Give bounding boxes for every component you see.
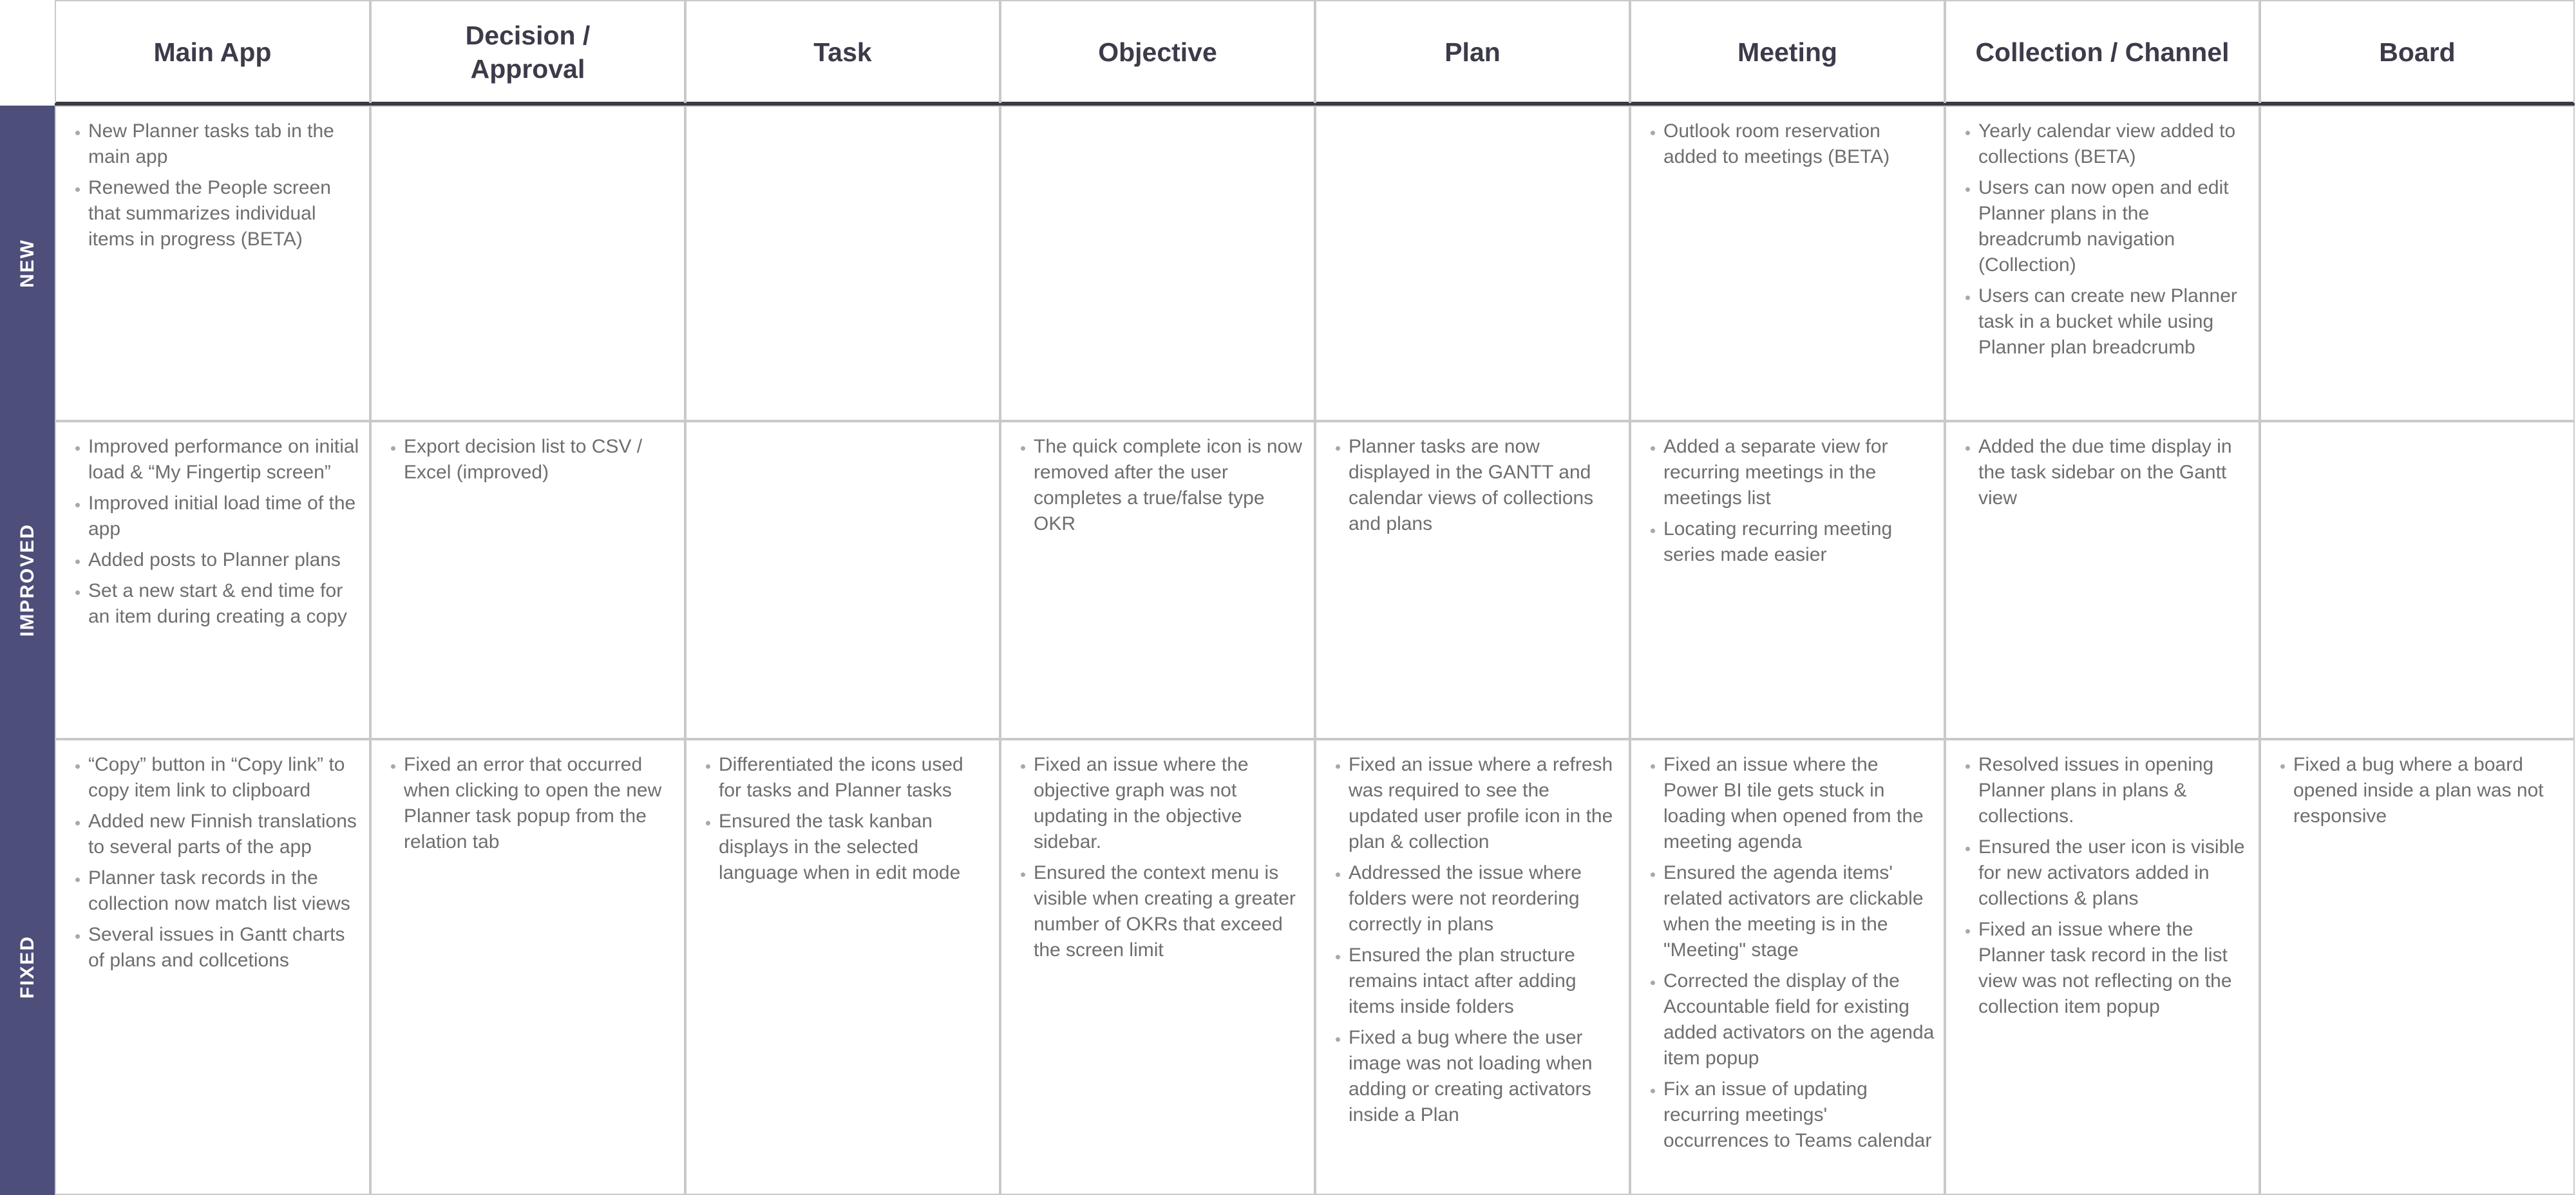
list-item: • New Planner tasks tab in the main app: [88, 118, 360, 170]
list-item: • Resolved issues in opening Planner plans in plans & collections.: [1978, 752, 2249, 829]
column-header-label: Task: [813, 37, 872, 67]
bullet-list: [1331, 752, 1620, 1128]
bullet-list: [70, 118, 360, 252]
bullet-list: [70, 752, 360, 974]
cell-fixed-board: [2260, 739, 2575, 1195]
cell-improved-objective: [1000, 421, 1315, 739]
list-item: • Yearly calendar view added to collections (BETA): [1978, 118, 2249, 170]
list-item: • Fix an issue of updating recurring meetings' occurrences to Teams calendar: [1663, 1077, 1935, 1154]
cell-improved-task: [685, 421, 1000, 739]
cell-new-main-app: [55, 106, 370, 421]
list-item: • Improved performance on initial load & “My Fingertip screen”: [88, 434, 360, 485]
column-header-label: Main App: [153, 37, 272, 67]
cell-new-meeting: [1630, 106, 1945, 421]
column-header-plan: [1315, 0, 1630, 103]
list-item: • Fixed an issue where the objective graph was not updating in the objective sidebar.: [1034, 752, 1305, 855]
list-item: • Several issues in Gantt charts of plans and collcetions: [88, 922, 360, 974]
list-item: • Ensured the context menu is visible when creating a greater number of OKRs that exceed the screen limit: [1034, 860, 1305, 963]
column-header-decision-approval: [370, 0, 685, 103]
cell-new-plan: [1315, 106, 1630, 421]
row-label-improved: [0, 421, 55, 739]
list-item: • Fixed an issue where a refresh was required to see the updated user profile icon in the plan & collection: [1349, 752, 1620, 855]
list-item: • Fixed a bug where a board opened inside a plan was not responsive: [2293, 752, 2564, 829]
list-item: • Ensured the plan structure remains intact after adding items inside folders: [1349, 943, 1620, 1020]
column-header-label: Meeting: [1738, 37, 1837, 67]
bullet-list: [1645, 118, 1935, 170]
cell-fixed-task: [685, 739, 1000, 1195]
list-item: • “Copy” button in “Copy link” to copy item link to clipboard: [88, 752, 360, 804]
list-item: • Outlook room reservation added to meetings (BETA): [1663, 118, 1935, 170]
cell-new-task: [685, 106, 1000, 421]
column-header-task: [685, 0, 1000, 103]
list-item: • Added the due time display in the task sidebar on the Gantt view: [1978, 434, 2249, 511]
cell-fixed-objective: [1000, 739, 1315, 1195]
column-header-label: Collection / Channel: [1975, 37, 2230, 67]
list-item: • Renewed the People screen that summarizes individual items in progress (BETA): [88, 175, 360, 252]
bullet-list: [1645, 434, 1935, 568]
list-item: • Differentiated the icons used for tasks and Planner tasks: [719, 752, 990, 804]
list-item: • Fixed an error that occurred when clicking to open the new Planner task popup from the relation tab: [404, 752, 675, 855]
bullet-list: [1960, 118, 2249, 361]
cell-fixed-plan: [1315, 739, 1630, 1195]
bullet-list: [1016, 434, 1305, 537]
bullet-list: [386, 434, 675, 485]
bullet-list: [1960, 752, 2249, 1020]
list-item: • Ensured the task kanban displays in the selected language when in edit mode: [719, 809, 990, 886]
list-item: • Added new Finnish translations to several parts of the app: [88, 809, 360, 860]
column-header-objective: [1000, 0, 1315, 103]
column-header-label: Board: [2379, 37, 2456, 67]
list-item: • Fixed an issue where the Planner task record in the list view was not reflecting on the collection item popup: [1978, 917, 2249, 1020]
row-label-new: [0, 106, 55, 421]
column-header-meeting: [1630, 0, 1945, 103]
cell-new-collection-channel: [1945, 106, 2260, 421]
list-item: • Users can create new Planner task in a bucket while using Planner plan breadcrumb: [1978, 283, 2249, 361]
cell-new-board: [2260, 106, 2575, 421]
bullet-list: [1016, 752, 1305, 963]
column-header-collection-channel: [1945, 0, 2260, 103]
cell-new-objective: [1000, 106, 1315, 421]
column-header-main-app: [55, 0, 370, 103]
column-header-board: [2260, 0, 2575, 103]
cell-fixed-meeting: [1630, 739, 1945, 1195]
list-item: • Ensured the user icon is visible for new activators added in collections & plans: [1978, 834, 2249, 912]
bullet-list: [1645, 752, 1935, 1154]
table-corner: [0, 0, 55, 103]
bullet-list: [701, 752, 990, 886]
list-item: • Addressed the issue where folders were not reordering correctly in plans: [1349, 860, 1620, 937]
cell-improved-meeting: [1630, 421, 1945, 739]
cell-fixed-collection-channel: [1945, 739, 2260, 1195]
row-label-text: NEW: [16, 239, 38, 288]
list-item: • Users can now open and edit Planner plans in the breadcrumb navigation (Collection): [1978, 175, 2249, 278]
column-header-label: Objective: [1098, 37, 1217, 67]
column-header-label: Decision / Approval: [465, 21, 591, 84]
row-label-text: IMPROVED: [16, 523, 38, 637]
row-label-fixed: [0, 739, 55, 1195]
cell-improved-main-app: [55, 421, 370, 739]
list-item: • Added a separate view for recurring meetings in the meetings list: [1663, 434, 1935, 511]
list-item: • Planner task records in the collection now match list views: [88, 865, 360, 917]
bullet-list: [386, 752, 675, 855]
list-item: • Locating recurring meeting series made easier: [1663, 516, 1935, 568]
cell-fixed-main-app: [55, 739, 370, 1195]
cell-improved-board: [2260, 421, 2575, 739]
cell-improved-collection-channel: [1945, 421, 2260, 739]
list-item: • Added posts to Planner plans: [88, 547, 360, 573]
list-item: • Planner tasks are now displayed in the GANTT and calendar views of collections and plans: [1349, 434, 1620, 537]
list-item: • Fixed an issue where the Power BI tile gets stuck in loading when opened from the meeting agenda: [1663, 752, 1935, 855]
list-item: • Ensured the agenda items' related activators are clickable when the meeting is in the "Meeting" stage: [1663, 860, 1935, 963]
list-item: • Fixed a bug where the user image was not loading when adding or creating activators inside a Plan: [1349, 1025, 1620, 1128]
bullet-list: [1960, 434, 2249, 511]
list-item: • Export decision list to CSV / Excel (improved): [404, 434, 675, 485]
cell-new-decision-approval: [370, 106, 685, 421]
list-item: • Corrected the display of the Accountable field for existing added activators on the agenda item popup: [1663, 968, 1935, 1071]
cell-improved-plan: [1315, 421, 1630, 739]
list-item: • Improved initial load time of the app: [88, 491, 360, 542]
cell-fixed-decision-approval: [370, 739, 685, 1195]
column-header-label: Plan: [1444, 37, 1501, 67]
bullet-list: [70, 434, 360, 630]
cell-improved-decision-approval: [370, 421, 685, 739]
list-item: • Set a new start & end time for an item during creating a copy: [88, 578, 360, 630]
bullet-list: [1331, 434, 1620, 537]
bullet-list: [2275, 752, 2564, 829]
list-item: • The quick complete icon is now removed after the user completes a true/false type OKR: [1034, 434, 1305, 537]
row-label-text: FIXED: [16, 935, 38, 999]
